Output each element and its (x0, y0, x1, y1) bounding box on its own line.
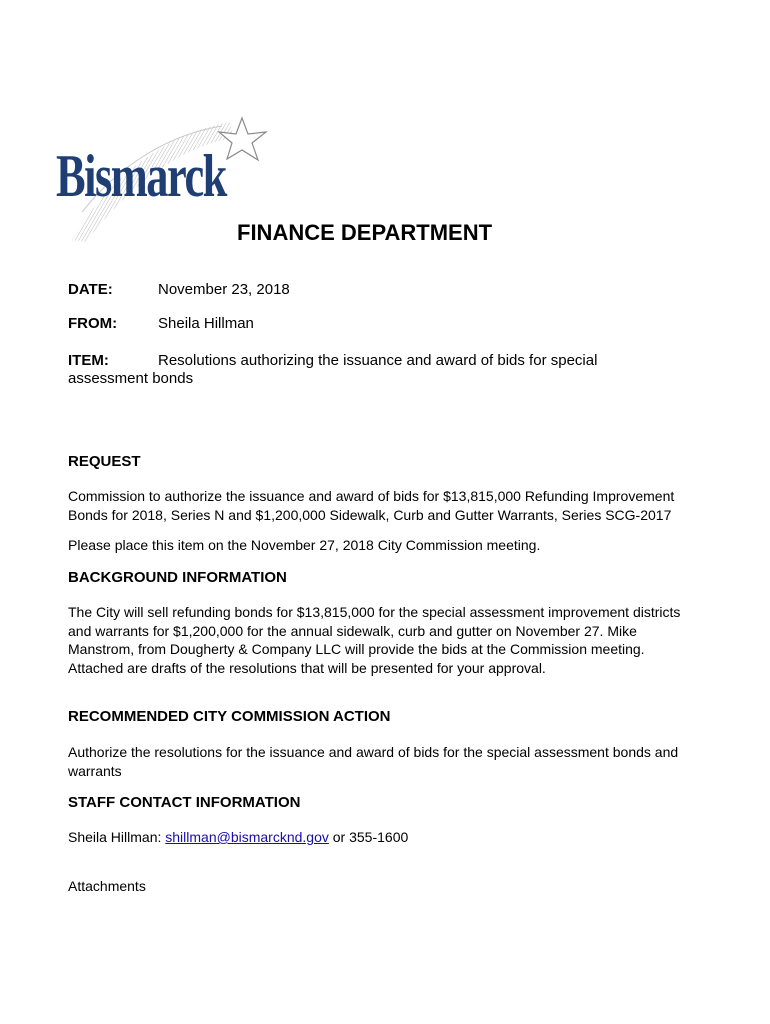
from-value: Sheila Hillman (158, 315, 254, 332)
page-title: FINANCE DEPARTMENT (237, 220, 493, 245)
item-value-line2: assessment bonds (68, 370, 194, 387)
text-line: Bonds for 2018, Series N and $1,200,000 Sidewalk, Curb and Gutter Warrants, Series SCG-2017 (68, 506, 672, 523)
text-line: Authorize the resolutions for the issuance and award of bids for the special assessment bonds and (68, 744, 679, 760)
text-line: warrants (68, 762, 122, 779)
request-heading: REQUEST (68, 453, 141, 470)
date-value: November 23, 2018 (158, 281, 290, 298)
text-line: and warrants for $1,200,000 for the annual sidewalk, curb and gutter on November 27. Mike (68, 622, 637, 639)
recommended-heading: RECOMMENDED CITY COMMISSION ACTION (68, 708, 391, 725)
contact-phone: or 355-1600 (328, 829, 409, 845)
item-value-line1: Resolutions authorizing the issuance and award of bids for special (158, 352, 598, 369)
contact-name: Sheila Hillman: (68, 829, 166, 845)
attachments-label: Attachments (68, 878, 146, 894)
date-label: DATE: (68, 281, 113, 298)
contact-email-link[interactable]: shillman@bismarcknd.gov (165, 829, 329, 845)
from-label: FROM: (68, 315, 118, 332)
recommended-paragraph (68, 743, 688, 780)
text-line: Attached are drafts of the resolutions that will be presented for your approval. (68, 659, 546, 676)
text-line: Manstrom, from Dougherty & Company LLC will provide the bids at the Commission meeting. (68, 641, 645, 657)
request-note: Please place this item on the November 27, 2018 City Commission meeting. (68, 537, 541, 553)
contact-line (68, 828, 688, 847)
logo-wordmark: Bismarck (56, 143, 226, 209)
contact-heading: STAFF CONTACT INFORMATION (68, 794, 301, 811)
text-line: The City will sell refunding bonds for $13,815,000 for the special assessment improvement districts (68, 604, 681, 620)
text-line: Commission to authorize the issuance and award of bids for $13,815,000 Refunding Improvement (68, 488, 675, 504)
request-paragraph (68, 487, 688, 524)
background-heading: BACKGROUND INFORMATION (68, 569, 287, 586)
background-paragraph (68, 603, 688, 677)
item-label: ITEM: (68, 352, 109, 369)
